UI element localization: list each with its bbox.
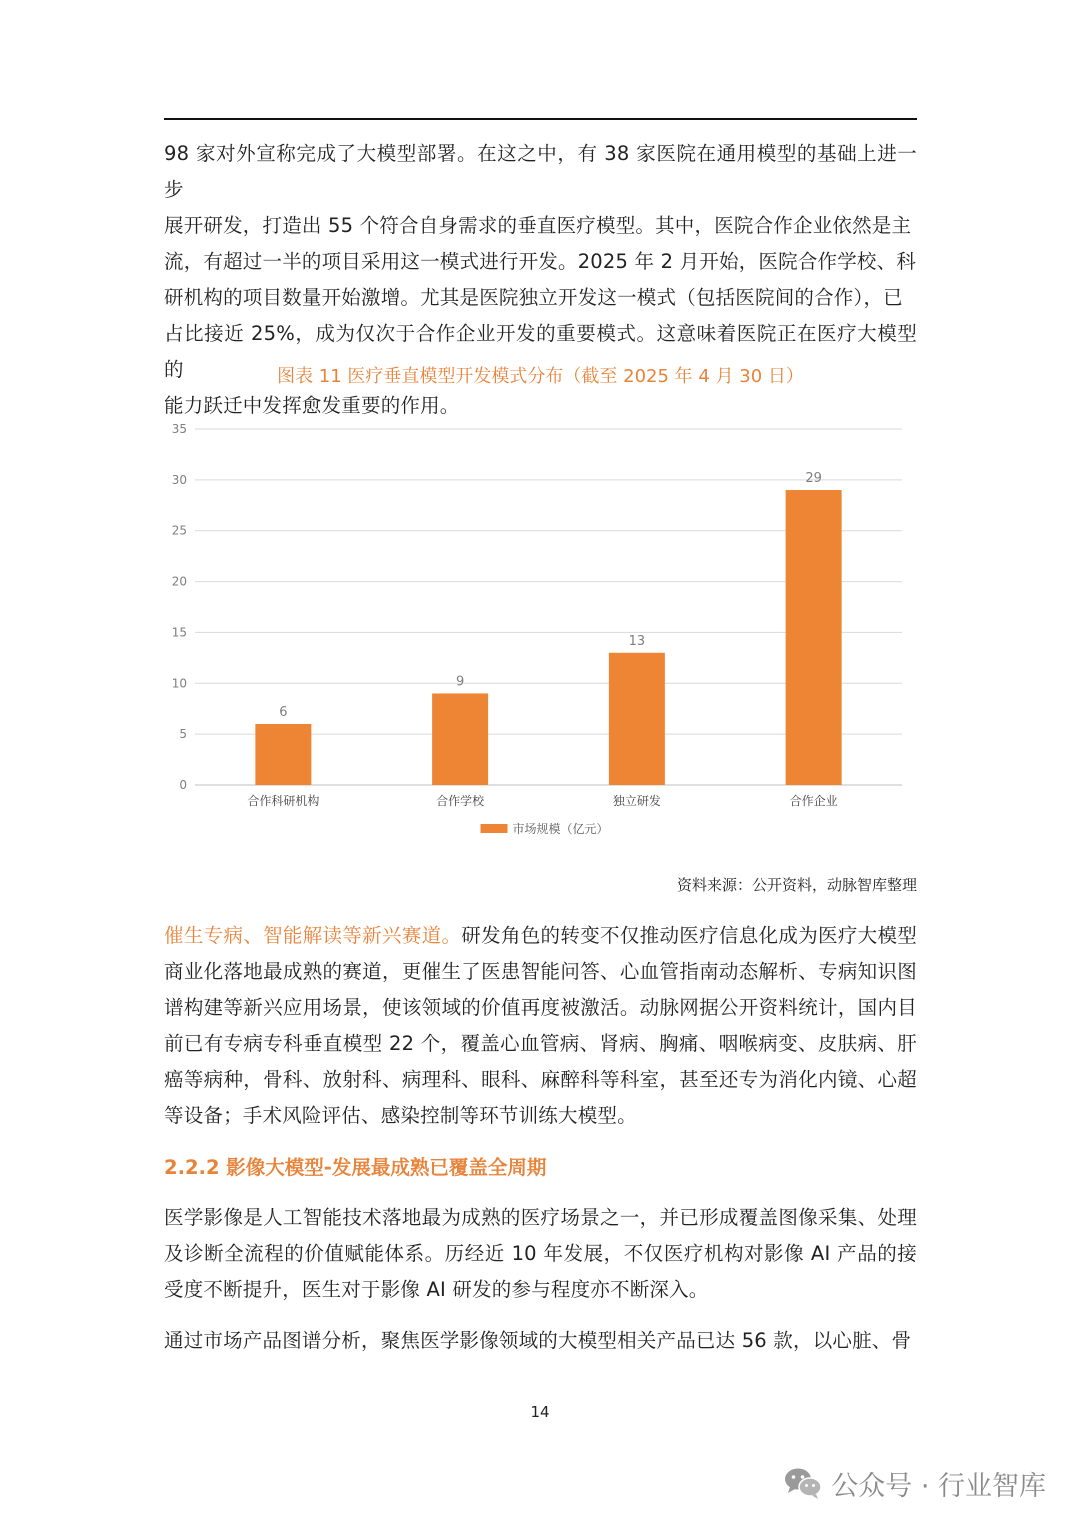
- y-tick-label: 30: [171, 472, 187, 487]
- y-tick-label: 5: [179, 727, 187, 742]
- figure-source: 资料来源：公开资料，动脉智库整理: [676, 876, 917, 894]
- intro-line: 流，有超过一半的项目采用这一模式进行开发。2025 年 2 月开始，医院合作学校、科: [164, 250, 917, 273]
- x-tick-label: 合作学校: [436, 794, 485, 808]
- y-tick-label: 10: [171, 676, 187, 691]
- emerging-paragraph: [164, 918, 917, 1134]
- page-number: 14: [530, 1403, 550, 1421]
- market-paragraph: 通过市场产品图谱分析，聚焦医学影像领域的大模型相关产品已达 56 款，以心脏、骨: [164, 1329, 912, 1352]
- bar: [609, 653, 665, 785]
- y-tick-label: 35: [171, 422, 187, 436]
- emerging-body: 研发角色的转变不仅推动医疗信息化成为医疗大模型商业化落地最成熟的赛道，更催生了医患智能问答、心血管指南动态解析、专病知识图谱构建等新兴应用场景，使该领域的价值再度被激活。动脉网据公开资料统计，国内目前已有专病专科垂直模型 22 个，覆盖心血管病、肾病、胸痛、咽喉病变、皮肤病、肝癌等病种，骨科、放射科、病理科、眼科、麻醉科等科室，甚至还专为消化内镜、心超等设备；手术风险评估、感染控制等环节训练大模型。: [164, 924, 917, 1127]
- watermark-text: 公众号 · 行业智库: [831, 1470, 1046, 1502]
- emerging-lead: 催生专病、智能解读等新兴赛道。: [164, 924, 462, 947]
- x-tick-label: 合作科研机构: [247, 794, 320, 808]
- x-tick-label: 独立研发: [612, 794, 661, 808]
- data-label: 13: [628, 633, 646, 649]
- y-tick-label: 25: [171, 523, 187, 538]
- watermark: [783, 1461, 1046, 1505]
- data-label: 9: [455, 674, 465, 690]
- intro-line: 展开研发，打造出 55 个符合自身需求的垂直医疗模型。其中，医院合作企业依然是主: [164, 214, 912, 237]
- data-label: 6: [279, 704, 288, 720]
- intro-line: 研机构的项目数量开始激增。尤其是医院独立开发这一模式（包括医院间的合作），已: [164, 286, 903, 309]
- legend-label: 市场规模（亿元）: [512, 822, 609, 836]
- intro-line: 98 家对外宣称完成了大模型部署。在这之中，有 38 家医院在通用模型的基础上进一步: [164, 142, 917, 201]
- bar: [432, 693, 488, 785]
- intro-line: 占比接近 25%，成为仅次于合作企业开发的重要模式。这意味着医院正在医疗大模型的: [164, 322, 917, 381]
- y-tick-label: 20: [171, 574, 187, 589]
- wechat-icon: [783, 1466, 823, 1500]
- bar-chart: [150, 410, 930, 850]
- legend-swatch: [481, 824, 508, 833]
- bar: [786, 490, 842, 785]
- bar: [255, 724, 311, 785]
- figure-caption: 图表 11 医疗垂直模型开发模式分布（截至 2025 年 4 月 30 日）: [277, 366, 804, 387]
- intro-line: 能力跃迁中发挥愈发重要的作用。: [164, 394, 460, 417]
- x-tick-label: 合作企业: [789, 794, 838, 808]
- header-rule: [164, 118, 917, 120]
- imaging-paragraph: 医学影像是人工智能技术落地最为成熟的医疗场景之一，并已形成覆盖图像采集、处理及诊断全流程的价值赋能体系。历经近 10 年发展，不仅医疗机构对影像 AI 产品的接受度不断提升，医生对于影像 AI 研发的参与程度亦不断深入。: [164, 1206, 917, 1301]
- section-heading: 2.2.2 影像大模型-发展最成熟已覆盖全周期: [164, 1156, 547, 1179]
- y-tick-label: 15: [171, 625, 187, 640]
- data-label: 29: [805, 471, 822, 487]
- y-tick-label: 0: [179, 778, 187, 792]
